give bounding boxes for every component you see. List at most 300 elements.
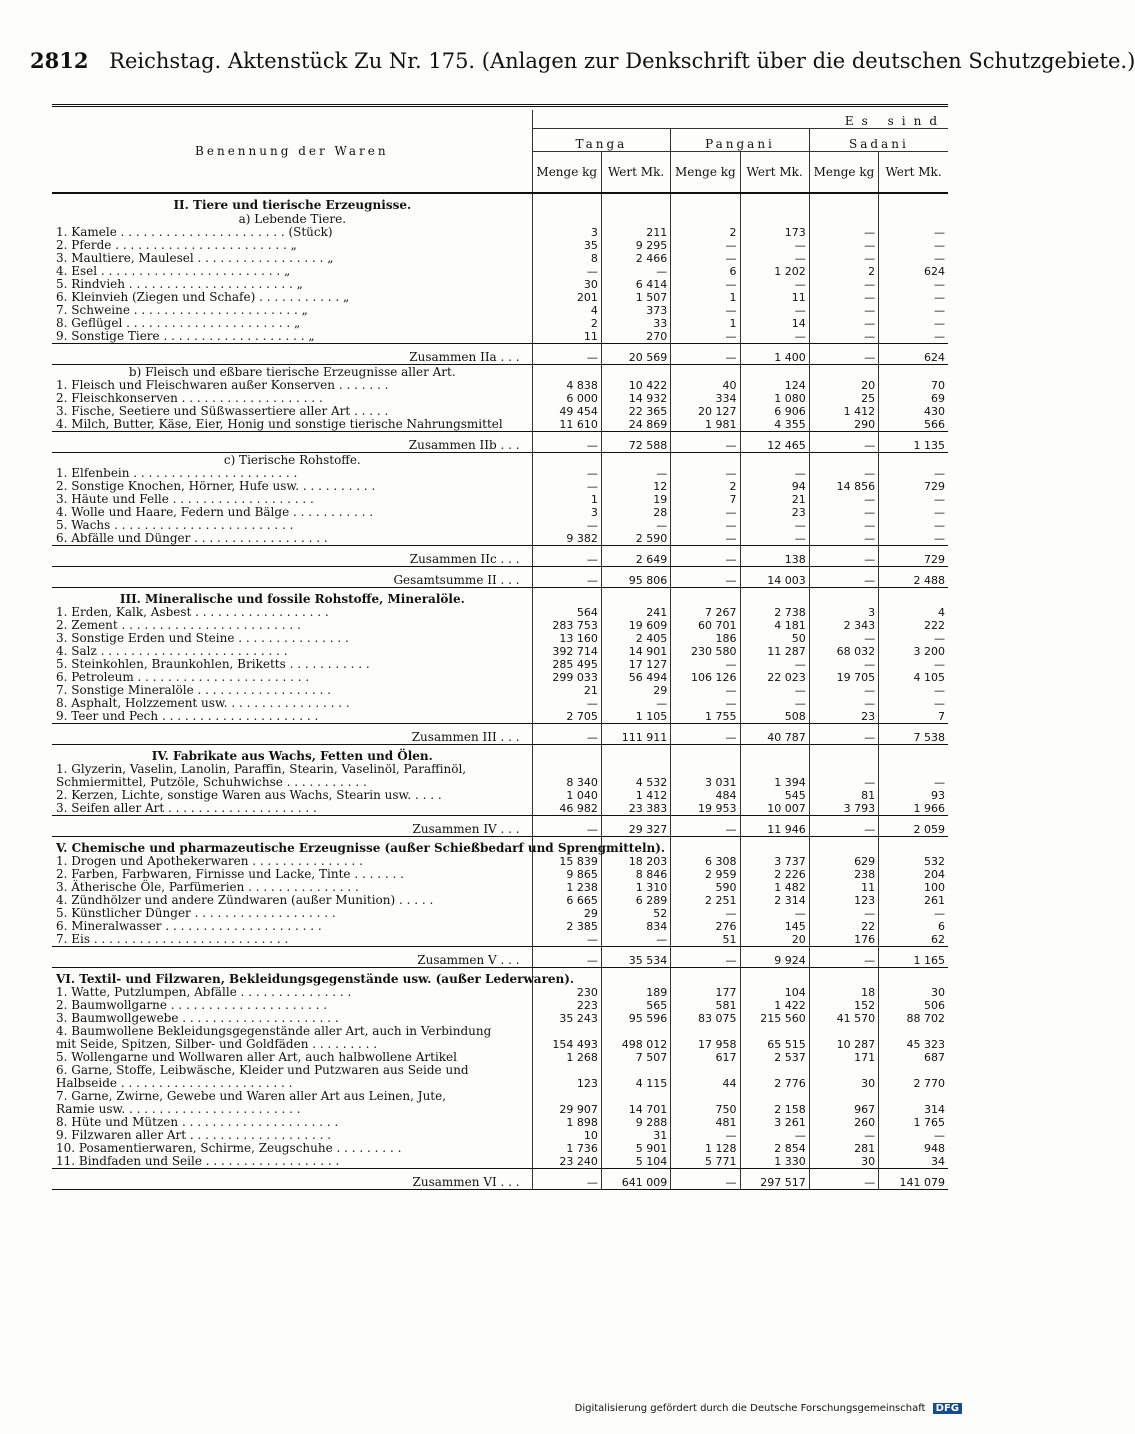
qty-cell: 2	[809, 265, 878, 278]
qty-cell: 484	[671, 789, 740, 802]
value-cell: —	[879, 239, 948, 252]
value-cell: —	[740, 519, 809, 532]
goods-name: 9. Sonstige Tiere . . . . . . . . . . . . . . . . . . . „	[56, 329, 315, 343]
qty-cell: 19 705	[809, 671, 878, 684]
goods-name: 3. Häute und Felle . . . . . . . . . . . . . . . . . . .	[56, 492, 314, 506]
qty-cell: 154 493	[532, 1038, 601, 1051]
qty-cell: 617	[671, 1051, 740, 1064]
section-heading-row	[52, 837, 948, 856]
value-cell: —	[879, 304, 948, 317]
value-cell: 4 105	[879, 671, 948, 684]
page-title: Reichstag. Aktenstück Zu Nr. 175. (Anlagen zur Denkschrift über die deutschen Schutzgebiete.)	[109, 49, 1135, 73]
qty-cell: —	[809, 304, 878, 317]
qty-cell: 10 287	[809, 1038, 878, 1051]
value-cell: 141 079	[879, 1169, 948, 1190]
value-cell: 95 806	[601, 567, 670, 588]
empty-cell	[809, 212, 878, 226]
footer	[575, 1403, 962, 1414]
empty-cell	[879, 212, 948, 226]
value-cell: 215 560	[740, 1012, 809, 1025]
qty-cell: —	[671, 1169, 740, 1190]
total-label: Zusammen VI . . .	[52, 1169, 532, 1190]
qty-cell: 152	[809, 999, 878, 1012]
total-row	[52, 724, 948, 745]
value-cell: 9 295	[601, 239, 670, 252]
empty-cell	[601, 588, 670, 607]
total-row	[52, 947, 948, 968]
qty-cell: 19 953	[671, 802, 740, 816]
qty-cell: 4	[532, 304, 601, 317]
qty-cell: 30	[809, 1077, 878, 1090]
value-cell: —	[601, 519, 670, 532]
column-header-qty: Menge kg	[671, 152, 740, 194]
value-cell: 6 414	[601, 278, 670, 291]
goods-name: 1. Drogen und Apothekerwaren . . . . . . . . . . . . . . .	[56, 854, 363, 868]
qty-cell: —	[809, 519, 878, 532]
qty-cell: 581	[671, 999, 740, 1012]
qty-cell: 481	[671, 1116, 740, 1129]
qty-cell	[809, 1025, 878, 1038]
qty-cell: 21	[532, 684, 601, 697]
qty-cell: 2 385	[532, 920, 601, 933]
subsection-heading-row	[52, 365, 948, 380]
qty-cell: 2 959	[671, 868, 740, 881]
goods-name: 1. Erden, Kalk, Asbest . . . . . . . . . . . . . . . . . .	[56, 605, 329, 619]
qty-cell	[671, 1064, 740, 1077]
qty-cell: —	[809, 658, 878, 671]
value-cell: —	[740, 252, 809, 265]
qty-cell: —	[809, 493, 878, 506]
empty-cell	[879, 193, 948, 212]
qty-cell: 23 240	[532, 1155, 601, 1169]
empty-cell	[879, 837, 948, 856]
qty-cell: 201	[532, 291, 601, 304]
goods-name: 2. Farben, Farbwaren, Firnisse und Lacke, Tinte . . . . . . .	[56, 867, 404, 881]
table-row	[52, 1155, 948, 1169]
value-cell: 2 059	[879, 816, 948, 837]
value-cell: 545	[740, 789, 809, 802]
qty-cell: 223	[532, 999, 601, 1012]
qty-cell: 3	[532, 226, 601, 239]
qty-cell: —	[671, 684, 740, 697]
qty-cell: —	[809, 432, 878, 453]
qty-cell: 171	[809, 1051, 878, 1064]
value-cell: 34	[879, 1155, 948, 1169]
value-cell: —	[879, 330, 948, 344]
value-cell: 14 701	[601, 1103, 670, 1116]
qty-cell: —	[532, 480, 601, 493]
goods-name: 1. Watte, Putzlumpen, Abfälle . . . . . . . . . . . . . . .	[56, 985, 352, 999]
qty-cell: —	[532, 344, 601, 365]
value-cell: 20	[740, 933, 809, 947]
value-cell: 7	[879, 710, 948, 724]
qty-cell: —	[671, 252, 740, 265]
qty-cell: 1	[671, 317, 740, 330]
value-cell: 124	[740, 379, 809, 392]
qty-cell: 4 838	[532, 379, 601, 392]
total-label: Zusammen III . . .	[52, 724, 532, 745]
goods-name: 2. Baumwollgarne . . . . . . . . . . . . . . . . . . . . .	[56, 998, 328, 1012]
qty-cell: —	[671, 467, 740, 480]
value-cell: —	[601, 265, 670, 278]
qty-cell: —	[671, 278, 740, 291]
value-cell: —	[879, 776, 948, 789]
goods-name: 7. Garne, Zwirne, Gewebe und Waren aller Art aus Leinen, Jute,	[56, 1089, 447, 1103]
value-cell: 95 596	[601, 1012, 670, 1025]
qty-cell: 81	[809, 789, 878, 802]
total-row	[52, 816, 948, 837]
value-cell: 5 104	[601, 1155, 670, 1169]
qty-cell	[532, 1090, 601, 1103]
value-cell: 21	[740, 493, 809, 506]
goods-name: 7. Sonstige Mineralöle . . . . . . . . . . . . . . . . . .	[56, 683, 332, 697]
qty-cell: —	[532, 432, 601, 453]
qty-cell: 1 898	[532, 1116, 601, 1129]
value-cell: 1 966	[879, 802, 948, 816]
qty-cell: —	[809, 567, 878, 588]
value-cell	[601, 763, 670, 776]
value-cell: 4 532	[601, 776, 670, 789]
qty-cell: —	[809, 226, 878, 239]
empty-cell	[809, 745, 878, 764]
value-cell: 173	[740, 226, 809, 239]
subsection-heading: a) Lebende Tiere.	[238, 212, 347, 226]
value-cell: 3 737	[740, 855, 809, 868]
goods-name: 4. Baumwollene Bekleidungsgegenstände aller Art, auch in Verbindung	[56, 1024, 492, 1038]
value-cell: 19	[601, 493, 670, 506]
qty-cell: 30	[809, 1155, 878, 1169]
qty-cell: —	[809, 330, 878, 344]
goods-name: Schmiermittel, Putzöle, Schuhwichse . . . . . . . . . . .	[56, 775, 367, 789]
value-cell	[740, 1064, 809, 1077]
qty-cell: 8 340	[532, 776, 601, 789]
column-header-super: Es sind	[532, 110, 948, 129]
value-cell: 834	[601, 920, 670, 933]
value-cell: —	[879, 317, 948, 330]
value-cell: —	[879, 493, 948, 506]
qty-cell: 230 580	[671, 645, 740, 658]
value-cell	[601, 1025, 670, 1038]
total-label: Gesamtsumme II . . .	[52, 567, 532, 588]
qty-cell: —	[809, 724, 878, 745]
value-cell: 6	[879, 920, 948, 933]
value-cell: 624	[879, 344, 948, 365]
value-cell: 1 080	[740, 392, 809, 405]
value-cell: 624	[879, 265, 948, 278]
value-cell: 11 946	[740, 816, 809, 837]
value-cell: 22 023	[740, 671, 809, 684]
qty-cell: 20 127	[671, 405, 740, 418]
qty-cell: —	[671, 724, 740, 745]
value-cell: 45 323	[879, 1038, 948, 1051]
empty-cell	[809, 837, 878, 856]
goods-name: 6. Garne, Stoffe, Leibwäsche, Kleider und Putzwaren aus Seide und	[56, 1063, 469, 1077]
qty-cell: 1 268	[532, 1051, 601, 1064]
empty-cell	[740, 968, 809, 987]
qty-cell: 13 160	[532, 632, 601, 645]
qty-cell: 11	[809, 881, 878, 894]
value-cell: 23 383	[601, 802, 670, 816]
qty-cell: —	[809, 532, 878, 546]
column-header-place: Tanga	[532, 129, 671, 152]
goods-name: 6. Kleinvieh (Ziegen und Schafe) . . . . . . . . . . . „	[56, 290, 350, 304]
value-cell: —	[879, 291, 948, 304]
empty-cell	[532, 365, 601, 380]
value-cell: 6 289	[601, 894, 670, 907]
qty-cell: —	[532, 546, 601, 567]
qty-cell: 106 126	[671, 671, 740, 684]
value-cell: —	[879, 907, 948, 920]
empty-cell	[601, 968, 670, 987]
value-cell: —	[601, 697, 670, 710]
qty-cell: —	[809, 632, 878, 645]
qty-cell: —	[532, 519, 601, 532]
value-cell: 506	[879, 999, 948, 1012]
value-cell: 19 609	[601, 619, 670, 632]
total-label: Zusammen IIc . . .	[52, 546, 532, 567]
value-cell: 94	[740, 480, 809, 493]
value-cell: 222	[879, 619, 948, 632]
qty-cell: 20	[809, 379, 878, 392]
column-header-qty: Menge kg	[532, 152, 601, 194]
goods-name: 3. Ätherische Öle, Parfümerien . . . . . . . . . . . . . . .	[56, 880, 359, 894]
qty-cell: 5 771	[671, 1155, 740, 1169]
value-cell: 565	[601, 999, 670, 1012]
qty-cell: —	[671, 1129, 740, 1142]
value-cell: 1 394	[740, 776, 809, 789]
value-cell: 314	[879, 1103, 948, 1116]
qty-cell: 49 454	[532, 405, 601, 418]
qty-cell: 11 610	[532, 418, 601, 432]
qty-cell: —	[809, 506, 878, 519]
section-heading-row	[52, 968, 948, 987]
value-cell: 88 702	[879, 1012, 948, 1025]
section-heading: VI. Textil- und Filzwaren, Bekleidungsgegenstände usw. (außer Lederwaren).	[56, 972, 575, 986]
qty-cell: 750	[671, 1103, 740, 1116]
table-row	[52, 330, 948, 344]
goods-name: Halbseide . . . . . . . . . . . . . . . . . . . . . . .	[56, 1076, 293, 1090]
value-cell: 1 482	[740, 881, 809, 894]
qty-cell: —	[532, 933, 601, 947]
value-cell: 145	[740, 920, 809, 933]
value-cell	[879, 1064, 948, 1077]
qty-cell: —	[532, 947, 601, 968]
value-cell: 14	[740, 317, 809, 330]
value-cell: 10 007	[740, 802, 809, 816]
value-cell: —	[879, 697, 948, 710]
empty-cell	[879, 968, 948, 987]
value-cell: 270	[601, 330, 670, 344]
goods-name: 3. Seifen aller Art . . . . . . . . . . . . . . . . . . . .	[56, 801, 317, 815]
value-cell: —	[740, 278, 809, 291]
qty-cell: —	[532, 567, 601, 588]
qty-cell: 15 839	[532, 855, 601, 868]
empty-cell	[671, 837, 740, 856]
qty-cell: 334	[671, 392, 740, 405]
value-cell: 508	[740, 710, 809, 724]
column-header-place: Sadani	[809, 129, 948, 152]
qty-cell	[809, 1064, 878, 1077]
value-cell: 7 538	[879, 724, 948, 745]
value-cell: 29	[601, 684, 670, 697]
goods-name: 3. Baumwollgewebe . . . . . . . . . . . . . . . . . . . . .	[56, 1011, 339, 1025]
qty-cell: 1	[671, 291, 740, 304]
goods-name: 3. Sonstige Erden und Steine . . . . . . . . . . . . . . .	[56, 631, 349, 645]
qty-cell: 3	[532, 506, 601, 519]
qty-cell: 276	[671, 920, 740, 933]
table-row	[52, 710, 948, 724]
value-cell: 111 911	[601, 724, 670, 745]
qty-cell: —	[532, 724, 601, 745]
empty-cell	[671, 365, 740, 380]
qty-cell: 22	[809, 920, 878, 933]
value-cell: —	[601, 467, 670, 480]
goods-name: 11. Bindfaden und Seile . . . . . . . . . . . . . . . . . .	[56, 1154, 340, 1168]
value-cell: 104	[740, 986, 809, 999]
qty-cell: 18	[809, 986, 878, 999]
goods-name: 1. Fleisch und Fleischwaren außer Konserven . . . . . . .	[56, 378, 389, 392]
empty-cell	[740, 212, 809, 226]
qty-cell: —	[671, 330, 740, 344]
goods-name: 8. Hüte und Mützen . . . . . . . . . . . . . . . . . . . . .	[56, 1115, 339, 1129]
qty-cell: —	[671, 519, 740, 532]
qty-cell: 2	[532, 317, 601, 330]
value-cell: 211	[601, 226, 670, 239]
section-heading: IV. Fabrikate aus Wachs, Fetten und Ölen.	[151, 749, 433, 763]
goods-name: 4. Salz . . . . . . . . . . . . . . . . . . . . . . . . .	[56, 644, 288, 658]
value-cell: 29 327	[601, 816, 670, 837]
qty-cell	[809, 763, 878, 776]
value-cell: 5 901	[601, 1142, 670, 1155]
value-cell: —	[601, 933, 670, 947]
value-cell: 8 846	[601, 868, 670, 881]
qty-cell: 392 714	[532, 645, 601, 658]
qty-cell: —	[809, 684, 878, 697]
value-cell: 2 854	[740, 1142, 809, 1155]
section-heading-row	[52, 745, 948, 764]
qty-cell: 9 865	[532, 868, 601, 881]
qty-cell: 10	[532, 1129, 601, 1142]
header-rule	[52, 104, 948, 107]
empty-cell	[671, 193, 740, 212]
value-cell: 1 412	[601, 789, 670, 802]
qty-cell: —	[809, 1169, 878, 1190]
value-cell: 72 588	[601, 432, 670, 453]
value-cell: 948	[879, 1142, 948, 1155]
qty-cell: 1 755	[671, 710, 740, 724]
qty-cell: —	[809, 776, 878, 789]
value-cell	[879, 763, 948, 776]
value-cell: 50	[740, 632, 809, 645]
qty-cell: 590	[671, 881, 740, 894]
qty-cell: 23	[809, 710, 878, 724]
value-cell: —	[740, 239, 809, 252]
value-cell: 10 422	[601, 379, 670, 392]
value-cell: 2 770	[879, 1077, 948, 1090]
qty-cell: 230	[532, 986, 601, 999]
value-cell: —	[879, 658, 948, 671]
subsection-heading: b) Fleisch und eßbare tierische Erzeugnisse aller Art.	[128, 365, 456, 379]
qty-cell: 51	[671, 933, 740, 947]
goods-name: 6. Mineralwasser . . . . . . . . . . . . . . . . . . . . .	[56, 919, 322, 933]
goods-name: 1. Kamele . . . . . . . . . . . . . . . . . . . . . . (Stück)	[56, 225, 333, 239]
value-cell: 24 869	[601, 418, 670, 432]
qty-cell	[809, 1090, 878, 1103]
table-body	[52, 193, 948, 1190]
qty-cell: 3 793	[809, 802, 878, 816]
footer-text: Digitalisierung gefördert durch die Deutsche Forschungsgemeinschaft	[574, 1403, 926, 1414]
value-cell: 1 202	[740, 265, 809, 278]
goods-name: 5. Wollengarne und Wollwaren aller Art, auch halbwollene Artikel	[56, 1050, 457, 1064]
value-cell: 3 200	[879, 645, 948, 658]
qty-cell: 967	[809, 1103, 878, 1116]
qty-cell: —	[809, 467, 878, 480]
value-cell: 7 507	[601, 1051, 670, 1064]
qty-cell: 35 243	[532, 1012, 601, 1025]
value-cell: 18 203	[601, 855, 670, 868]
empty-cell	[879, 588, 948, 607]
value-cell: 100	[879, 881, 948, 894]
qty-cell: 83 075	[671, 1012, 740, 1025]
value-cell: 1 310	[601, 881, 670, 894]
qty-cell: 68 032	[809, 645, 878, 658]
empty-cell	[879, 365, 948, 380]
value-cell	[879, 1025, 948, 1038]
qty-cell: —	[809, 291, 878, 304]
value-cell: 4 115	[601, 1077, 670, 1090]
value-cell: 11 287	[740, 645, 809, 658]
value-cell: 28	[601, 506, 670, 519]
goods-name: 3. Maultiere, Maulesel . . . . . . . . . . . . . . . . . „	[56, 251, 334, 265]
empty-cell	[809, 453, 878, 468]
qty-cell: 11	[532, 330, 601, 344]
qty-cell: 14 856	[809, 480, 878, 493]
qty-cell: —	[809, 344, 878, 365]
value-cell: —	[740, 658, 809, 671]
qty-cell: 2 343	[809, 619, 878, 632]
qty-cell: —	[671, 947, 740, 968]
qty-cell: 35	[532, 239, 601, 252]
total-label: Zusammen V . . .	[52, 947, 532, 968]
value-cell: —	[879, 632, 948, 645]
empty-cell	[601, 193, 670, 212]
value-cell: 687	[879, 1051, 948, 1064]
column-header-val: Wert Mk.	[879, 152, 948, 194]
qty-cell: 6 308	[671, 855, 740, 868]
value-cell: 12	[601, 480, 670, 493]
qty-cell: 283 753	[532, 619, 601, 632]
qty-cell: —	[809, 317, 878, 330]
value-cell: 14 003	[740, 567, 809, 588]
goods-name: Ramie usw. . . . . . . . . . . . . . . . . . . . . . . .	[56, 1102, 301, 1116]
value-cell: 14 901	[601, 645, 670, 658]
qty-cell: —	[671, 816, 740, 837]
total-label: Zusammen IIa . . .	[52, 344, 532, 365]
value-cell	[740, 1025, 809, 1038]
goods-name: 2. Sonstige Knochen, Hörner, Hufe usw. . . . . . . . . . .	[56, 479, 376, 493]
qty-cell: 29	[532, 907, 601, 920]
empty-cell	[879, 453, 948, 468]
value-cell: 52	[601, 907, 670, 920]
qty-cell: —	[671, 432, 740, 453]
value-cell: —	[879, 467, 948, 480]
qty-cell: 1 238	[532, 881, 601, 894]
empty-cell	[671, 212, 740, 226]
value-cell: 2 738	[740, 606, 809, 619]
qty-cell: 9 382	[532, 532, 601, 546]
value-cell: 430	[879, 405, 948, 418]
value-cell	[601, 1064, 670, 1077]
